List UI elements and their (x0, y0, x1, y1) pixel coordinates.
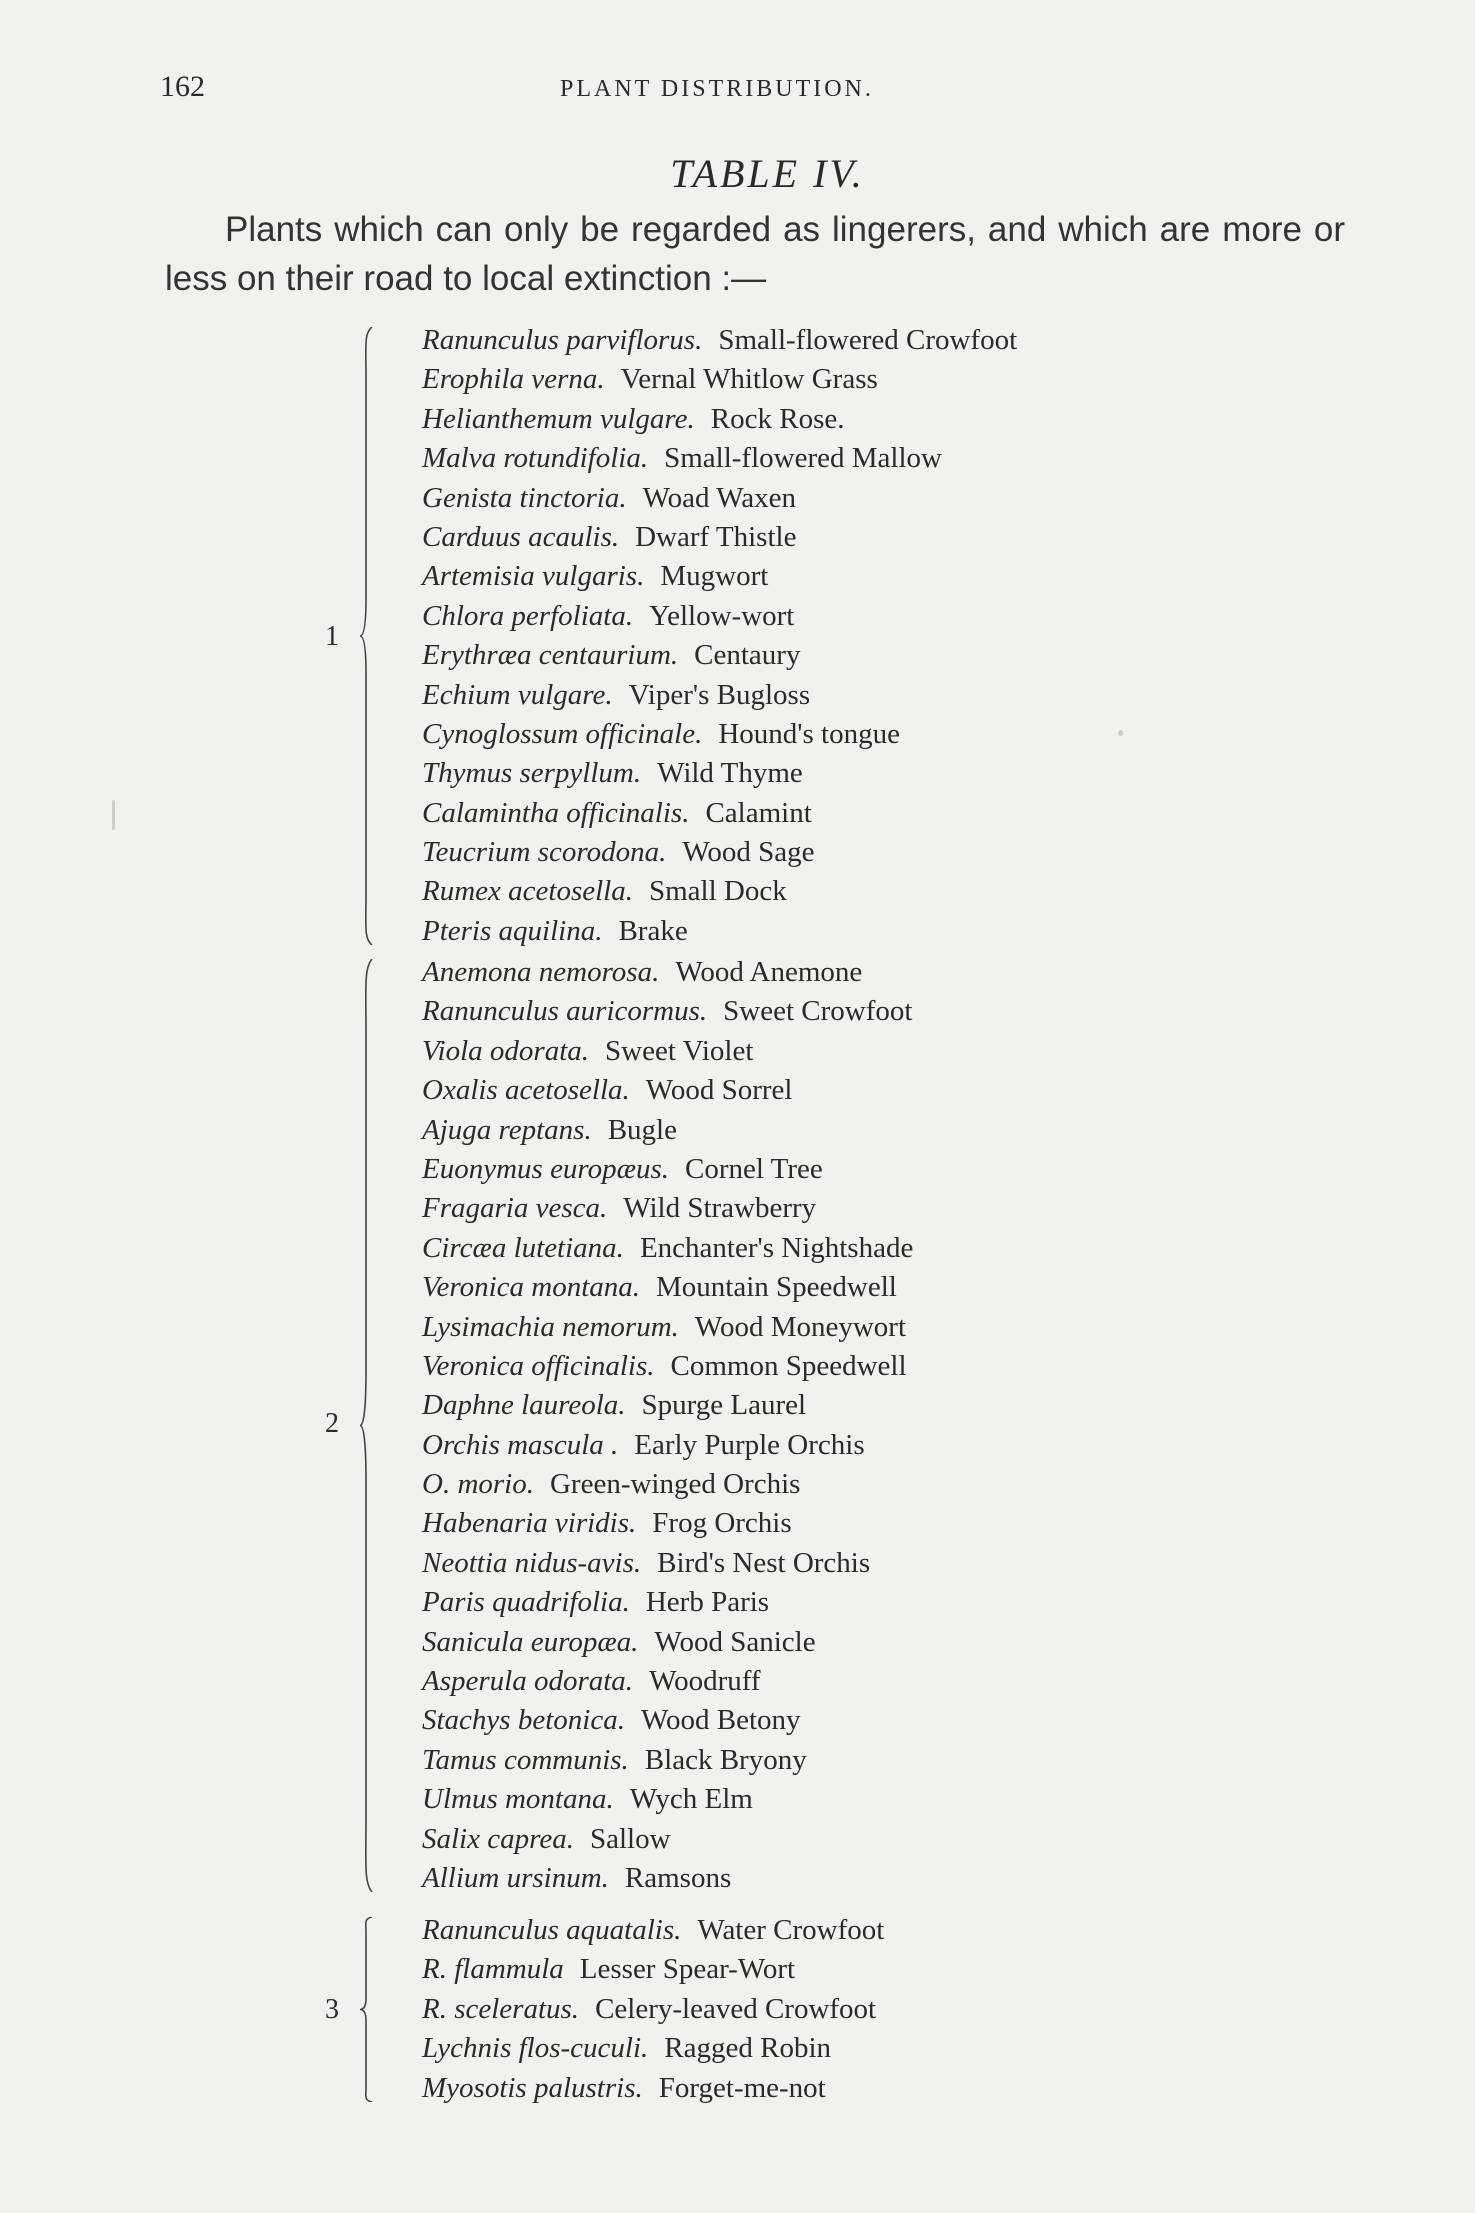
plant-row (422, 400, 1017, 439)
common-name: Bugle (607, 1113, 677, 1146)
plant-row (422, 439, 1017, 478)
latin-name: Paris quadrifolia. (422, 1586, 630, 1619)
latin-name: Ranunculus aquatalis. (422, 1914, 682, 1946)
common-name: Spurge Laurel (641, 1389, 807, 1422)
latin-name: Artemisia vulgaris. (422, 560, 645, 593)
plant-row (422, 2029, 884, 2068)
common-name: Common Speedwell (670, 1349, 907, 1382)
latin-name: Thymus serpyllum. (422, 757, 642, 790)
common-name: Wood Sorrel (645, 1074, 793, 1107)
plant-row (422, 1820, 913, 1859)
common-name: Forget-me-not (658, 2071, 826, 2104)
plant-row (422, 715, 1017, 754)
plant-row (422, 992, 913, 1031)
plant-row (422, 1465, 913, 1504)
common-name: Mountain Speedwell (656, 1271, 897, 1304)
plant-row (422, 1583, 913, 1622)
common-name: Hound's tongue (718, 717, 900, 750)
latin-name: Rumex acetosella. (422, 875, 633, 908)
latin-name: Cynoglossum officinale. (422, 717, 703, 750)
plant-row (422, 1741, 913, 1780)
plant-row (422, 953, 913, 992)
latin-name: Genista tinctoria. (422, 481, 627, 514)
common-name: Sweet Crowfoot (723, 995, 913, 1028)
plant-row (422, 833, 1017, 872)
latin-name: Fragaria vesca. (422, 1192, 608, 1225)
plant-row (422, 754, 1017, 793)
common-name: Small-flowered Mallow (664, 442, 942, 475)
latin-name: Malva rotundifolia. (422, 442, 649, 475)
paper-speck (1118, 730, 1123, 736)
page-header (160, 70, 1340, 120)
latin-name: Ranunculus parviflorus. (422, 324, 703, 356)
latin-name: Euonymus europæus. (422, 1152, 670, 1185)
latin-name: R. flammula (422, 1953, 564, 1986)
common-name: Wood Moneywort (694, 1310, 907, 1343)
latin-name: Ajuga reptans. (422, 1113, 592, 1146)
latin-name: Echium vulgare. (422, 678, 613, 711)
plant-row (422, 1662, 913, 1701)
plant-row (422, 676, 1017, 715)
latin-name: Helianthemum vulgare. (422, 402, 695, 435)
plant-row (422, 1308, 913, 1347)
common-name: Bird's Nest Orchis (657, 1546, 871, 1579)
latin-name: Ulmus montana. (422, 1783, 614, 1816)
latin-name: Oxalis acetosella. (422, 1074, 630, 1107)
latin-name: Tamus communis. (422, 1743, 629, 1776)
latin-name: Viola odorata. (422, 1034, 590, 1067)
latin-name: Lychnis flos-cuculi. (422, 2032, 649, 2065)
latin-name: Stachys betonica. (422, 1704, 625, 1737)
common-name: Enchanter's Nightshade (639, 1231, 914, 1264)
plant-row (422, 1386, 913, 1425)
common-name: Small-flowered Crowfoot (718, 324, 1018, 356)
plant-row (422, 794, 1017, 833)
group-number: 1 (325, 621, 339, 652)
common-name: Dwarf Thistle (635, 520, 797, 553)
plant-row (422, 2069, 884, 2108)
latin-name: Carduus acaulis. (422, 520, 620, 553)
common-name: Wood Sage (682, 836, 815, 869)
group-rows (422, 321, 1017, 951)
common-name: Cornel Tree (685, 1152, 823, 1185)
latin-name: R. sceleratus. (422, 1992, 580, 2025)
plant-row (422, 1780, 913, 1819)
common-name: Calamint (705, 796, 812, 829)
group-rows (422, 953, 913, 1898)
latin-name: Habenaria viridis. (422, 1507, 637, 1540)
latin-name: Salix caprea. (422, 1822, 574, 1855)
plant-row (422, 518, 1017, 557)
latin-name: Sanicula europæa. (422, 1625, 639, 1658)
plant-row (422, 1504, 913, 1543)
plant-row (422, 1911, 884, 1950)
group-number: 3 (325, 1994, 339, 2025)
common-name: Sallow (589, 1822, 671, 1855)
latin-name: Chlora perfoliata. (422, 599, 634, 632)
latin-name: Calamintha officinalis. (422, 796, 690, 829)
page-number: 162 (160, 70, 205, 103)
latin-name: Neottia nidus-avis. (422, 1546, 642, 1579)
common-name: Small Dock (648, 875, 787, 908)
common-name: Black Bryony (644, 1743, 807, 1776)
plant-row (422, 636, 1017, 675)
intro-text: Plants which can only be regarded as lingerers, and which are more or less on their road to local extinction :— (165, 210, 1345, 298)
paper-mark (112, 800, 115, 830)
common-name: Wild Thyme (657, 757, 803, 790)
common-name: Early Purple Orchis (634, 1428, 865, 1461)
common-name: Vernal Whitlow Grass (620, 363, 878, 396)
common-name: Woad Waxen (642, 481, 797, 514)
common-name: Wood Betony (640, 1704, 801, 1737)
table-title: TABLE IV. (670, 151, 865, 196)
plant-group-2 (325, 953, 1230, 1898)
common-name: Rock Rose. (710, 402, 845, 435)
common-name: Wood Sanicle (654, 1625, 816, 1658)
plant-row (422, 597, 1017, 636)
common-name: Sweet Violet (605, 1034, 754, 1067)
group-number: 2 (325, 1408, 339, 1439)
common-name: Ragged Robin (664, 2032, 832, 2065)
latin-name: Pteris aquilina. (422, 914, 603, 947)
latin-name: Erophila verna. (422, 363, 605, 396)
latin-name: Ranunculus auricormus. (422, 995, 708, 1028)
latin-name: Veronica montana. (422, 1271, 641, 1304)
plant-row (422, 1189, 913, 1228)
latin-name: Asperula odorata. (422, 1665, 634, 1698)
common-name: Frog Orchis (652, 1507, 792, 1540)
plant-row (422, 479, 1017, 518)
latin-name: O. morio. (422, 1468, 534, 1501)
common-name: Mugwort (660, 560, 769, 593)
plant-row (422, 1623, 913, 1662)
plant-row (422, 1990, 884, 2029)
plant-row (422, 1426, 913, 1465)
latin-name: Daphne laureola. (422, 1389, 626, 1422)
plant-row (422, 1268, 913, 1307)
plant-row (422, 1701, 913, 1740)
plant-row (422, 1229, 913, 1268)
plant-row (422, 1347, 913, 1386)
common-name: Celery-leaved Crowfoot (595, 1992, 877, 2025)
latin-name: Myosotis palustris. (422, 2071, 643, 2104)
plant-row (422, 1071, 913, 1110)
plant-group-3 (325, 1911, 1230, 2108)
intro-paragraph (165, 205, 1345, 303)
plant-row (422, 1859, 913, 1898)
common-name: Wych Elm (629, 1783, 753, 1816)
latin-name: Lysimachia nemorum. (422, 1310, 679, 1343)
group-brace (360, 1917, 374, 2102)
plant-row (422, 1950, 884, 1989)
plant-row (422, 321, 1017, 360)
plant-row (422, 1544, 913, 1583)
latin-name: Erythræa centaurium. (422, 639, 679, 672)
plant-row (422, 872, 1017, 911)
common-name: Wood Anemone (675, 956, 863, 988)
group-rows (422, 1911, 884, 2108)
common-name: Centaury (694, 639, 801, 672)
plant-row (422, 1032, 913, 1071)
latin-name: Veronica officinalis. (422, 1349, 655, 1382)
group-brace (360, 327, 374, 945)
common-name: Lesser Spear-Wort (579, 1953, 796, 1986)
plant-row (422, 1111, 913, 1150)
common-name: Ramsons (624, 1861, 732, 1894)
latin-name: Allium ursinum. (422, 1861, 609, 1894)
plant-group-1 (325, 321, 1230, 951)
plant-row (422, 912, 1017, 951)
common-name: Herb Paris (645, 1586, 770, 1619)
common-name: Green-winged Orchis (549, 1468, 801, 1501)
common-name: Wild Strawberry (623, 1192, 817, 1225)
plant-row (422, 557, 1017, 596)
running-head: PLANT DISTRIBUTION. (560, 76, 874, 102)
group-brace (360, 959, 374, 1892)
plant-row (422, 1150, 913, 1189)
common-name: Brake (618, 914, 688, 947)
latin-name: Circæa lutetiana. (422, 1231, 624, 1264)
common-name: Woodruff (649, 1665, 761, 1698)
common-name: Viper's Bugloss (628, 678, 811, 711)
common-name: Water Crowfoot (697, 1914, 885, 1946)
latin-name: Teucrium scorodona. (422, 836, 667, 869)
latin-name: Orchis mascula . (422, 1428, 619, 1461)
common-name: Yellow-wort (649, 599, 795, 632)
latin-name: Anemona nemorosa. (422, 956, 660, 988)
plant-row (422, 360, 1017, 399)
